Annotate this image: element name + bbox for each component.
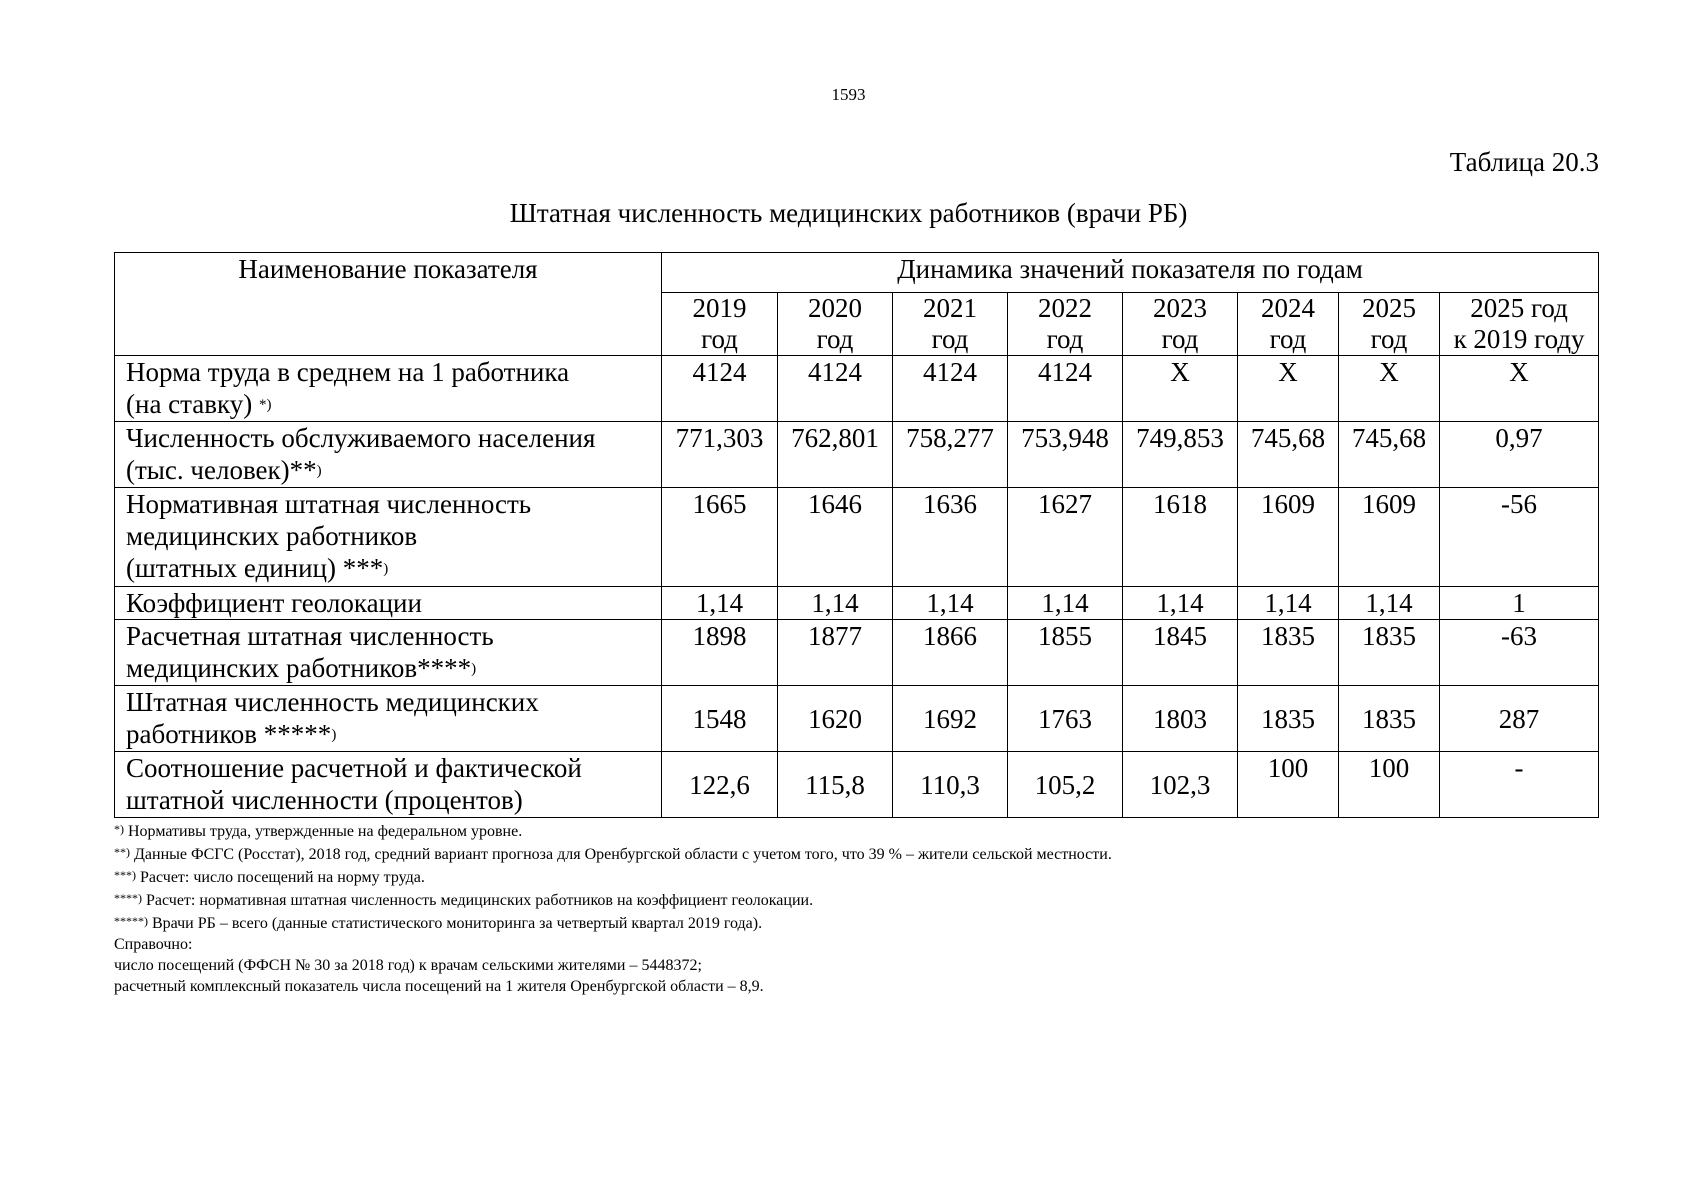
table-cell: 1646 <box>778 488 893 587</box>
table-cell: 4124 <box>893 356 1008 422</box>
table-cell: 102,3 <box>1123 752 1238 818</box>
row-label: Норма труда в среднем на 1 работника (на ставку) *) <box>115 356 662 422</box>
reference-note <box>114 976 1112 997</box>
header-year-change <box>1440 293 1599 356</box>
header-year-line1: 2020 <box>808 293 862 323</box>
row-label: Соотношение расчетной и фактической штатной численности (процентов) <box>115 752 662 818</box>
table-cell: 1845 <box>1123 620 1238 686</box>
table-cell: 1,14 <box>1339 587 1440 620</box>
table-cell: 745,68 <box>1339 422 1440 488</box>
footnote-mark: ) <box>316 463 322 479</box>
footnote-text: число посещений (ФФСН № 30 за 2018 год) к врачам сельскими жителями – 5448372; <box>114 957 702 974</box>
table-cell: 1866 <box>893 620 1008 686</box>
table-cell: 1835 <box>1339 686 1440 752</box>
header-year <box>1123 293 1238 356</box>
footnotes <box>114 819 1112 997</box>
table-cell: 1,14 <box>1008 587 1123 620</box>
table-cell: 762,801 <box>778 422 893 488</box>
header-year <box>1008 293 1123 356</box>
table-row <box>115 356 1599 422</box>
table-cell: 771,303 <box>662 422 778 488</box>
row-label: Штатная численность медицинских работников *****) <box>115 686 662 752</box>
table-cell: 287 <box>1440 686 1599 752</box>
header-year-line1: 2019 <box>692 293 747 323</box>
footnote-mark: ) <box>383 561 389 577</box>
footnote-mark: ****) <box>114 891 142 905</box>
footnote <box>114 911 1112 934</box>
table-cell: 1835 <box>1339 620 1440 686</box>
table-cell: 1,14 <box>662 587 778 620</box>
header-year-line2: год <box>1269 324 1307 354</box>
header-indicator-name: Наименование показателя <box>115 253 662 356</box>
reference-heading <box>114 934 1112 955</box>
table-cell: X <box>1123 356 1238 422</box>
table-row <box>115 422 1599 488</box>
footnote-text: Данные ФСГС (Росстат), 2018 год, средний вариант прогноза для Оренбургской области с учетом того, что 39 % – жители сельской местности. <box>130 846 1112 863</box>
table-cell: 4124 <box>1008 356 1123 422</box>
footnote-mark: *) <box>114 822 124 836</box>
table-cell: 105,2 <box>1008 752 1123 818</box>
table-row <box>115 752 1599 818</box>
row-label: Численность обслуживаемого населения (тыс. человек)**) <box>115 422 662 488</box>
table-cell: 1,14 <box>778 587 893 620</box>
table-cell: - <box>1440 752 1599 818</box>
footnote-mark: ) <box>331 727 337 743</box>
table-cell: 115,8 <box>778 752 893 818</box>
header-year-line2: год <box>816 324 854 354</box>
footnote <box>114 865 1112 888</box>
table-cell: 1609 <box>1238 488 1339 587</box>
footnote-mark: *) <box>259 397 272 413</box>
table-row <box>115 620 1599 686</box>
footnote <box>114 888 1112 911</box>
table-cell: 100 <box>1238 752 1339 818</box>
table-row <box>115 686 1599 752</box>
table-cell: 1636 <box>893 488 1008 587</box>
table-cell: 1,14 <box>1238 587 1339 620</box>
table-cell: 1835 <box>1238 686 1339 752</box>
header-year-line2: год <box>931 324 969 354</box>
footnote-text: Расчет: число посещений на норму труда. <box>136 869 425 886</box>
table-label: Таблица 20.3 <box>1449 147 1599 177</box>
footnote-mark: ) <box>471 661 477 677</box>
table-cell: 1 <box>1440 587 1599 620</box>
header-dynamics: Динамика значений показателя по годам <box>662 253 1599 293</box>
page-number: 1593 <box>831 85 866 104</box>
row-label: Расчетная штатная численность медицинских работников****) <box>115 620 662 686</box>
table-cell: 749,853 <box>1123 422 1238 488</box>
header-year-line1: 2021 <box>923 293 977 323</box>
table-cell: 1627 <box>1008 488 1123 587</box>
header-year-line2: год <box>1370 324 1408 354</box>
reference-note <box>114 955 1112 976</box>
header-year-line1: 2022 <box>1038 293 1092 323</box>
header-year-line2: год <box>701 324 738 354</box>
table-cell: 1,14 <box>893 587 1008 620</box>
header-year-line2: год <box>1161 324 1199 354</box>
document-title: Штатная численность медицинских работников (врачи РБ) <box>509 198 1188 228</box>
table-cell: 122,6 <box>662 752 778 818</box>
staffing-table <box>114 252 1599 818</box>
header-year-line2: к 2019 году <box>1453 324 1585 354</box>
table-cell: 1835 <box>1238 620 1339 686</box>
header-row-top <box>115 253 1599 293</box>
footnote-text: Врачи РБ – всего (данные статистического мониторинга за четвертый квартал 2019 года). <box>148 915 763 932</box>
table-cell: -63 <box>1440 620 1599 686</box>
table-cell: 1618 <box>1123 488 1238 587</box>
table-cell: 1803 <box>1123 686 1238 752</box>
footnote <box>114 842 1112 865</box>
header-year <box>778 293 893 356</box>
row-label: Коэффициент геолокации <box>115 587 662 620</box>
table-cell: 1692 <box>893 686 1008 752</box>
table-cell: 753,948 <box>1008 422 1123 488</box>
footnote-text: Расчет: нормативная штатная численность медицинских работников на коэффициент геолокации. <box>142 892 814 909</box>
table-cell: -56 <box>1440 488 1599 587</box>
table-cell: 4124 <box>662 356 778 422</box>
table-row <box>115 488 1599 587</box>
table-cell: X <box>1339 356 1440 422</box>
footnote-text: Нормативы труда, утвержденные на федеральном уровне. <box>124 823 523 840</box>
table-cell: 1609 <box>1339 488 1440 587</box>
table-cell: 1,14 <box>1123 587 1238 620</box>
table-cell: 1763 <box>1008 686 1123 752</box>
table-cell: 1548 <box>662 686 778 752</box>
table-cell: 100 <box>1339 752 1440 818</box>
table-cell: 4124 <box>778 356 893 422</box>
footnote-mark: ***) <box>114 868 136 882</box>
header-year <box>1339 293 1440 356</box>
table-cell: 745,68 <box>1238 422 1339 488</box>
footnote-mark: **) <box>114 845 130 859</box>
header-year-line1: 2025 год <box>1470 293 1568 323</box>
header-year-line1: 2023 <box>1153 293 1207 323</box>
table-cell: 1898 <box>662 620 778 686</box>
header-year-line1: 2024 <box>1261 293 1315 323</box>
table-cell: 1877 <box>778 620 893 686</box>
table-cell: 1620 <box>778 686 893 752</box>
footnote-mark: *****) <box>114 914 148 928</box>
table-cell: 758,277 <box>893 422 1008 488</box>
row-label: Нормативная штатная численность медицинских работников (штатных единиц) ***) <box>115 488 662 587</box>
footnote <box>114 819 1112 842</box>
footnote-text: Справочно: <box>114 936 193 953</box>
footnote-text: расчетный комплексный показатель числа посещений на 1 жителя Оренбургской области – 8,9. <box>114 978 764 995</box>
table-cell: 110,3 <box>893 752 1008 818</box>
table-row <box>115 587 1599 620</box>
header-year-line1: 2025 <box>1362 293 1416 323</box>
header-year <box>893 293 1008 356</box>
table-cell: 0,97 <box>1440 422 1599 488</box>
table-cell: 1665 <box>662 488 778 587</box>
table-cell: X <box>1238 356 1339 422</box>
header-year-line2: год <box>1046 324 1084 354</box>
table-cell: X <box>1440 356 1599 422</box>
header-year <box>662 293 778 356</box>
header-year <box>1238 293 1339 356</box>
table-cell: 1855 <box>1008 620 1123 686</box>
